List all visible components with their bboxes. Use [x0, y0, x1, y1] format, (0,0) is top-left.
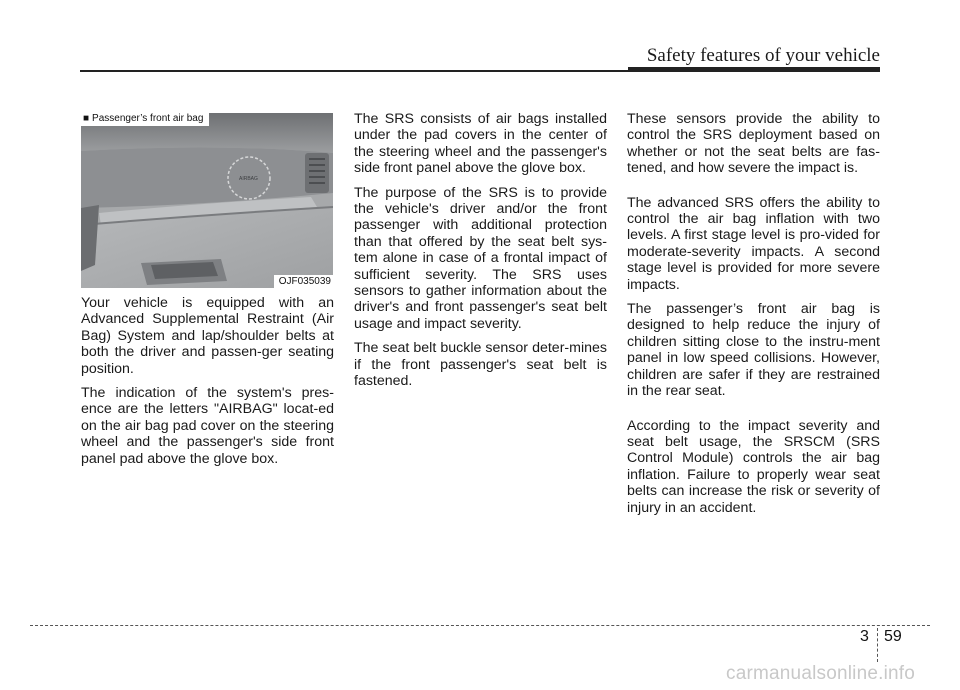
paragraph: The advanced SRS offers the ability to control the air bag inflation with two levels. A first stage level is pro-vided for moderate-severity impacts. A second stage level is provided for more severe impacts. [627, 194, 880, 293]
chapter-number: 3 [860, 628, 869, 645]
dashboard-illustration [81, 113, 333, 288]
caption-text: Passenger’s front air bag [92, 113, 204, 124]
paragraph: Your vehicle is equipped with an Advanced Supplemental Restraint (Air Bag) System and lap/shoulder belts at both the driver and passen-ger seating position. [81, 295, 334, 377]
paragraph: The passenger’s front air bag is designed to help reduce the injury of children sitting close to the instru-ment panel in low speed collisions. However, children are safer if they are restrained in the rear seat. [627, 301, 880, 400]
header-rule-accent [628, 67, 880, 72]
column-2 [354, 111, 607, 398]
paragraph: The purpose of the SRS is to provide the vehicle's driver and/or the front passenger with additional protection than that offered by the seat belt sys-tem alone in case of a frontal impact of sufficient severity. The SRS uses sensors to gather information about the driver's and front passenger's seat belt usage and impact severity. [354, 184, 607, 332]
airbag-pad-label: AIRBAG [239, 176, 258, 182]
column-3 [627, 111, 880, 524]
footer-rule [30, 625, 930, 626]
watermark: carmanualsonline.info [726, 663, 916, 684]
caption-marker: ■ [83, 113, 90, 124]
page-number-separator [877, 628, 878, 662]
figure-code: OJF035039 [274, 275, 333, 288]
paragraph: The SRS consists of air bags installed under the pad covers in the center of the steering wheel and the passenger's side front panel above the glove box. [354, 111, 607, 177]
page-number: 59 [884, 628, 902, 645]
paragraph: These sensors provide the ability to control the SRS deployment based on whether or not the seat belts are fas-tened, and how severe the impact is. [627, 111, 880, 177]
airbag-figure [81, 113, 333, 288]
figure-caption [81, 113, 209, 126]
column-1 [81, 295, 334, 475]
paragraph: The indication of the system's pres-ence are the letters "AIRBAG" locat-ed on the air bag pad cover on the steering wheel and the passenger's side front panel pad above the glove box. [81, 385, 334, 467]
paragraph: The seat belt buckle sensor deter-mines if the front passenger's seat belt is fastened. [354, 340, 607, 390]
section-title: Safety features of your vehicle [646, 45, 880, 66]
paragraph: According to the impact severity and seat belt usage, the SRSCM (SRS Control Module) controls the air bag inflation. Failure to properly wear seat belts can increase the risk or severity of injury in an accident. [627, 417, 880, 516]
